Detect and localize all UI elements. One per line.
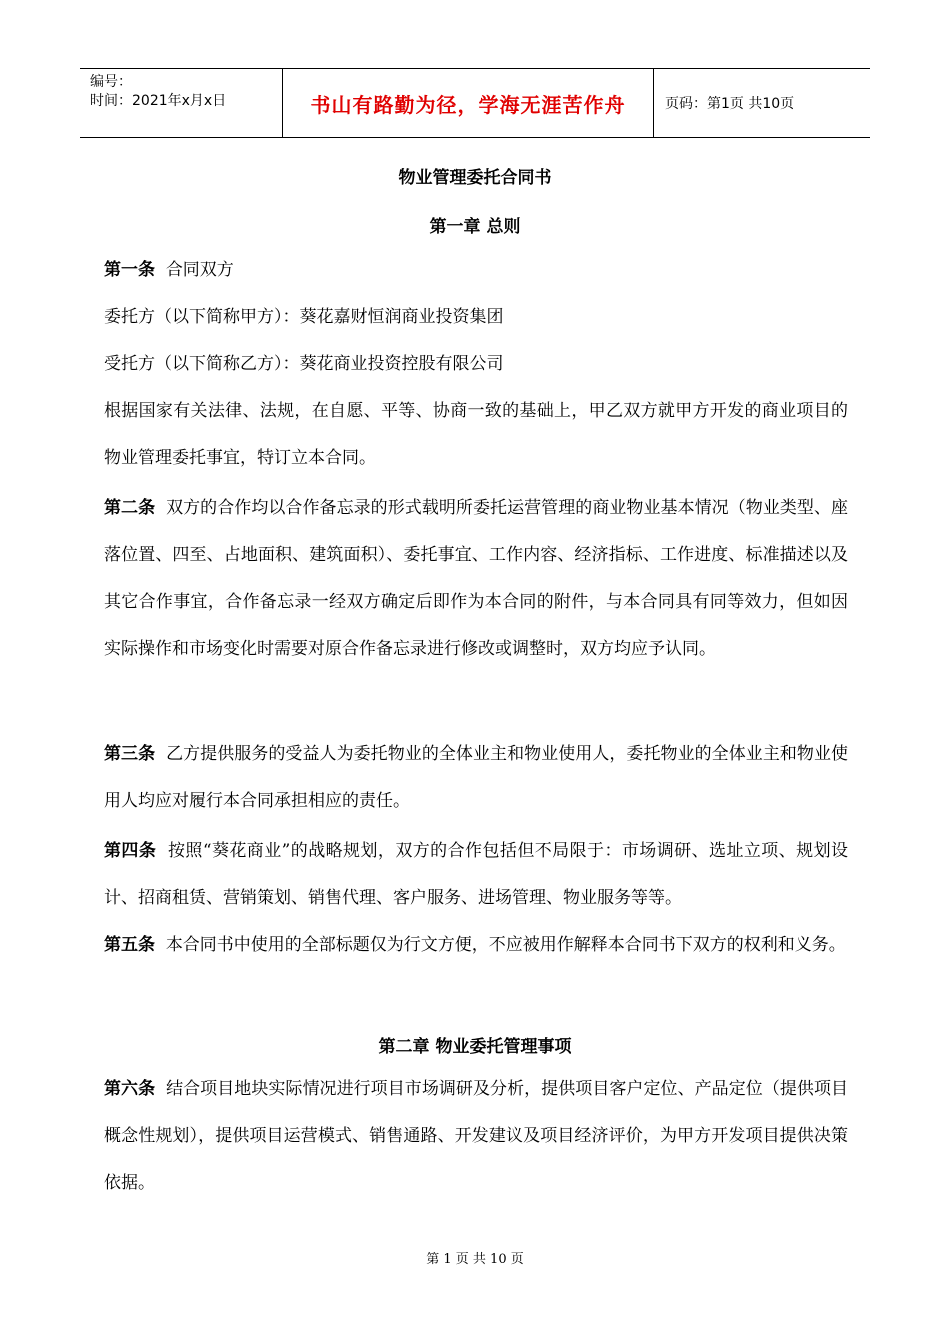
article-4-label: 第四条 [104, 841, 157, 861]
document-title: 物业管理委托合同书 [398, 168, 552, 188]
article-2-label: 第二条 [104, 498, 156, 518]
header-motto: 书山有路勤为径，学海无涯苦作舟 [283, 69, 654, 137]
article-6-text: 结合项目地块实际情况进行项目市场调研及分析，提供项目客户定位、产品定位（提供项目概念性规划），提供项目运营模式、销售通路、开发建议及项目经济评价，为甲方开发项目提供决策依据。 [104, 1079, 849, 1193]
article-3-text: 乙方提供服务的受益人为委托物业的全体业主和物业使用人，委托物业的全体业主和物业使用人均应对履行本合同承担相应的责任。 [104, 744, 849, 811]
article-4 [104, 828, 848, 922]
page-header [80, 68, 870, 138]
chapter-2-title: 第二章 物业委托管理事项 [378, 1037, 572, 1057]
article-1-label: 第一条 [104, 260, 155, 280]
page-footer: 第 1 页 共 10 页 [426, 1252, 524, 1267]
article-1 [104, 247, 848, 294]
party-b: 受托方（以下简称乙方）：葵花商业投资控股有限公司 [104, 354, 504, 374]
header-meta [80, 69, 283, 137]
preamble: 根据国家有关法律、法规，在自愿、平等、协商一致的基础上，甲乙双方就甲方开发的商业项目的物业管理委托事宜，特订立本合同。 [104, 401, 848, 468]
article-3-label: 第三条 [104, 744, 156, 764]
article-5 [104, 922, 848, 969]
party-a: 委托方（以下简称甲方）：葵花嘉财恒润商业投资集团 [104, 307, 504, 327]
article-5-text: 本合同书中使用的全部标题仅为行文方便，不应被用作解释本合同书下双方的权利和义务。 [165, 935, 846, 955]
article-2 [104, 485, 848, 673]
article-3 [104, 731, 848, 825]
header-page-info: 页码：第1页 共10页 [665, 96, 795, 112]
chapter-1-title: 第一章 总则 [429, 217, 521, 237]
article-5-label: 第五条 [104, 935, 155, 955]
article-6-label: 第六条 [104, 1079, 156, 1099]
article-6 [104, 1066, 848, 1207]
article-2-text: 双方的合作均以合作备忘录的形式载明所委托运营管理的商业物业基本情况（物业类型、座落位置、四至、占地面积、建筑面积）、委托事宜、工作内容、经济指标、工作进度、标准描述以及其它合作事宜，合作备忘录一经双方确定后即作为本合同的附件，与本合同具有同等效力，但如因实际操作和市场变化时需要对原合作备忘录进行修改或调整时，双方均应予认同。 [104, 498, 849, 659]
article-1-text: 合同双方 [165, 260, 234, 280]
doc-time-label: 时间：2021年x月x日 [90, 93, 227, 109]
article-4-text: 按照“葵花商业”的战略规划，双方的合作包括但不局限于：市场调研、选址立项、规划设计、招商租赁、营销策划、销售代理、客户服务、进场管理、物业服务等等。 [104, 841, 849, 908]
doc-number-label: 编号： [90, 74, 132, 90]
